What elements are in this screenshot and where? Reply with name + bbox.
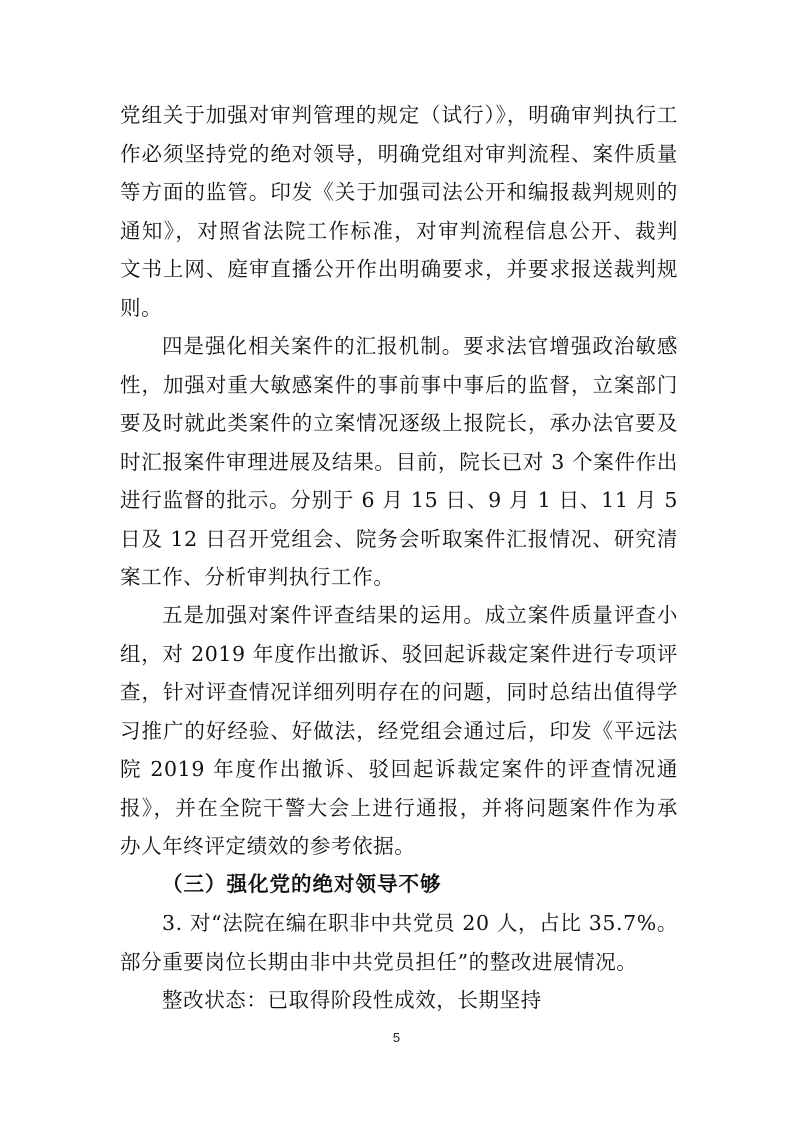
rectification-status: 整改状态：已取得阶段性成效，长期坚持 — [162, 988, 542, 1012]
page-number: 5 — [392, 1030, 401, 1045]
paragraph-item-three: 3. 对“法院在编在职非中共党员 20 人，占比 35.7%。部分重要岗位长期由非中共党员担任”的整改进展情况。 — [120, 911, 678, 974]
paragraph-continuation: 党组关于加强对审判管理的规定（试行）》，明确审判执行工作必须坚持党的绝对领导，明确党组对审判流程、案件质量等方面的监管。印发《关于加强司法公开和编报裁判规则的通知》，对照省法院工作标准，对审判流程信息公开、裁判文书上网、庭审直播公开作出明确要求，并要求报送裁判规则。 — [120, 103, 678, 320]
paragraph-point-four: 四是强化相关案件的汇报机制。要求法官增强政治敏感性，加强对重大敏感案件的事前事中事后的监督，立案部门要及时就此类案件的立案情况逐级上报院长，承办法官要及时汇报案件审理进展及结果。目前，院长已对 3 个案件作出进行监督的批示。分别于 6 月 15 日、9 月 1 日、11 月 5 日及 12 日召开党组会、院务会听取案件汇报情况、研究清案工作、分析审判执行工作。 — [120, 334, 678, 589]
section-heading: （三）强化党的绝对领导不够 — [162, 872, 442, 896]
paragraph-point-five: 五是加强对案件评查结果的运用。成立案件质量评查小组，对 2019 年度作出撤诉、驳回起诉裁定案件进行专项评查，针对评查情况详细列明存在的问题，同时总结出值得学习推广的好经验、好做法，经党组会通过后，印发《平远法院 2019 年度作出撤诉、驳回起诉裁定案件的评查情况通报》，并在全院干警大会上进行通报，并将问题案件作为承办人年终评定绩效的参考依据。 — [120, 603, 678, 858]
